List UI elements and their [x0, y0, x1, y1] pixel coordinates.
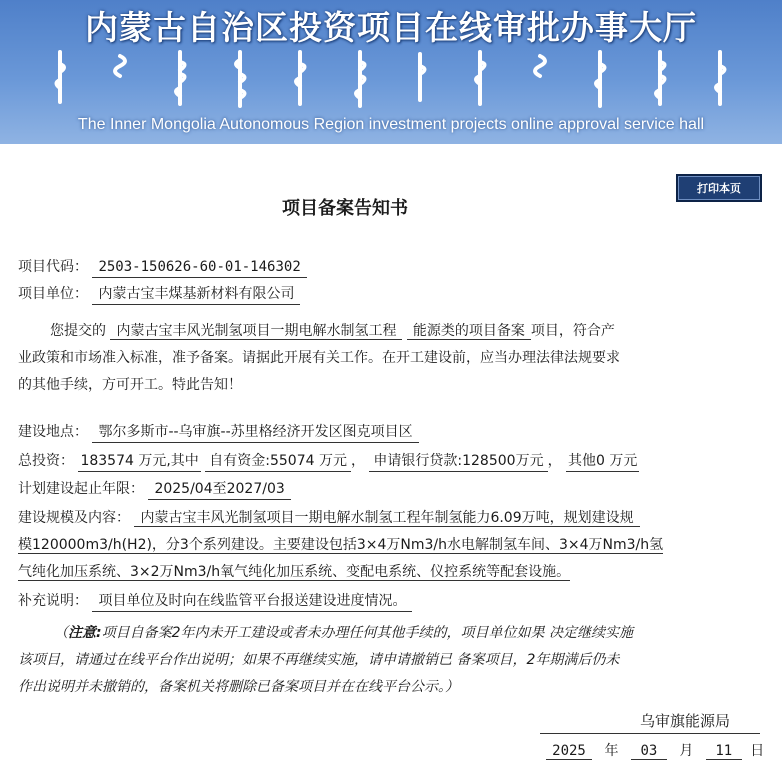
- investment-separator: ，: [350, 453, 365, 469]
- period-value: 2025/04至2027/03: [148, 479, 290, 500]
- location-row: [18, 421, 419, 443]
- note-line-2: 该项目，请通过在线平台作出说明；如果不再继续实施，请申请撤销已 备案项目，2年期满后仍未: [18, 652, 620, 668]
- notice-category: 能源类的项目备案: [407, 323, 531, 340]
- project-code-value: 2503-150626-60-01-146302: [92, 257, 306, 278]
- supplement-value: 项目单位及时向在线监管平台报送建设进度情况。: [92, 591, 412, 612]
- notice-prefix: 您提交的: [50, 323, 106, 339]
- period-row: [18, 478, 291, 500]
- investment-total: 183574 万元,其中: [78, 451, 200, 472]
- date-month: 03: [631, 743, 667, 760]
- date-month-unit: 月: [679, 743, 694, 759]
- investment-bank-loan: 申请银行贷款:128500万元: [369, 451, 547, 472]
- scale-line-2: 模120000m3/h(H2)，分3个系列建设。主要建设包括3×4万Nm3/h水电解制氢车间、3×4万Nm3/h氢: [18, 537, 664, 553]
- investment-separator: ，: [547, 453, 562, 469]
- notice-paragraph: [18, 318, 758, 399]
- header-banner: [0, 0, 782, 144]
- note-line-3: 作出说明并未撤销的，备案机关将删除已备案项目并在在线平台公示。）: [18, 679, 459, 695]
- investment-label: 总投资：: [18, 453, 74, 469]
- location-value: 鄂尔多斯市--乌审旗--苏里格经济开发区图克项目区: [92, 422, 418, 443]
- investment-row: [18, 450, 639, 472]
- date-day: 11: [706, 743, 742, 760]
- site-title: 内蒙古自治区投资项目在线审批办事大厅: [85, 8, 697, 47]
- notice-line1-suffix: 项目，符合产: [530, 323, 615, 339]
- attention-note: [18, 620, 758, 701]
- issue-date: [546, 740, 768, 760]
- date-year-unit: 年: [604, 743, 619, 759]
- notice-project-name: 内蒙古宝丰风光制氢项目一期电解水制氢工程: [110, 323, 402, 340]
- scale-line-3: 气纯化加压系统、3×2万Nm3/h氧气纯化加压系统、变配电系统、仪控系统等配套设施。: [18, 564, 571, 580]
- notice-line-2: 业政策和市场准入标准，准予备案。请据此开展有关工作。在开工建设前，应当办理法律法规要求: [18, 350, 620, 366]
- document-title: 项目备案告知书: [282, 198, 408, 219]
- project-unit-label: 项目单位：: [18, 286, 88, 302]
- project-unit-row: [18, 283, 300, 305]
- scale-line-1: 内蒙古宝丰风光制氢项目一期电解水制氢工程年制氢能力6.09万吨，规划建设规: [134, 510, 639, 527]
- note-label: 注意:: [68, 625, 102, 641]
- date-year: 2025: [546, 743, 592, 760]
- print-page-button[interactable]: 打印本页: [676, 174, 762, 202]
- investment-own-funds: 自有资金:55074 万元: [205, 451, 351, 472]
- note-open-paren: （: [54, 625, 68, 641]
- agency-underline: [540, 733, 760, 734]
- site-subtitle-english: The Inner Mongolia Autonomous Region investment projects online approval service hall: [77, 116, 705, 133]
- note-line-1: 项目自备案2年内未开工建设或者未办理任何其他手续的，项目单位如果 决定继续实施: [101, 625, 633, 641]
- supplement-label: 补充说明：: [18, 593, 88, 609]
- notice-line-3: 的其他手续，方可开工。特此告知！: [18, 377, 242, 393]
- period-label: 计划建设起止年限：: [18, 481, 144, 497]
- supplement-row: [18, 590, 412, 612]
- investment-other: 其他0 万元: [566, 451, 639, 472]
- scale-label: 建设规模及内容：: [18, 510, 130, 526]
- project-unit-value: 内蒙古宝丰煤基新材料有限公司: [92, 284, 300, 305]
- date-day-unit: 日: [750, 743, 765, 759]
- location-label: 建设地点：: [18, 424, 88, 440]
- project-code-label: 项目代码：: [18, 259, 88, 275]
- project-code-row: [18, 256, 307, 278]
- issuing-agency: 乌审旗能源局: [640, 712, 731, 730]
- scale-paragraph: [18, 505, 758, 586]
- mongolian-script-decoration: [40, 44, 740, 114]
